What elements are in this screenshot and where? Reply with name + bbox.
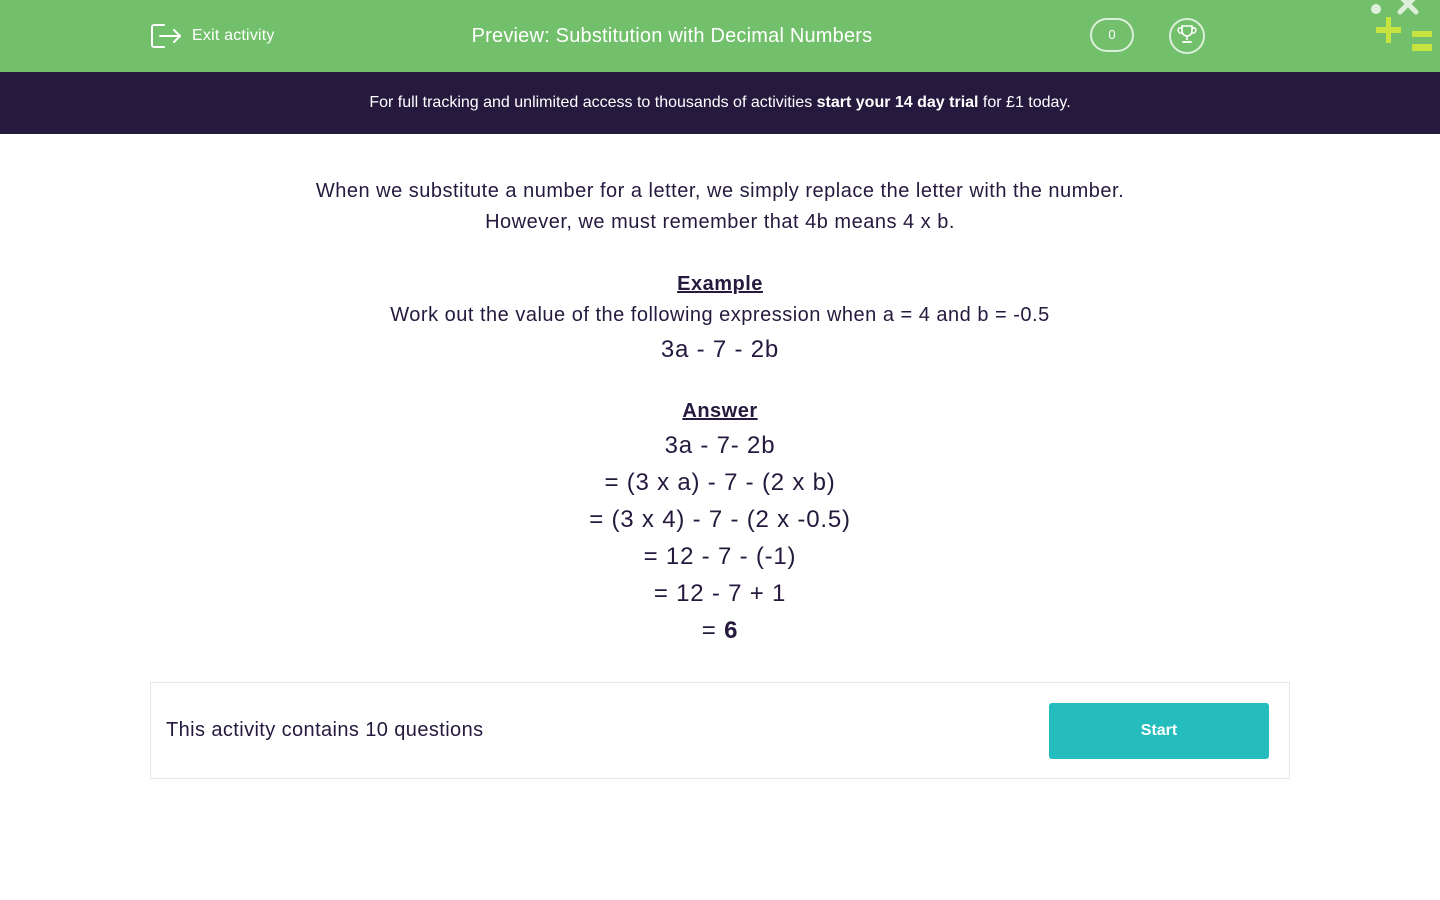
exit-activity-button[interactable] xyxy=(150,20,275,52)
final-answer-prefix: = xyxy=(701,617,725,644)
page-title: Preview: Substitution with Decimal Numbers xyxy=(471,25,873,47)
answer-step: = (3 x a) - 7 - (2 x b) xyxy=(604,469,836,496)
answer-step: = (3 x 4) - 7 - (2 x -0.5) xyxy=(589,506,851,533)
banner-text-suffix: for £1 today. xyxy=(978,94,1071,111)
answer-heading: Answer xyxy=(682,400,758,422)
answer-step: = 12 - 7 - (-1) xyxy=(643,543,797,570)
intro-line: However, we must remember that 4b means 4 x b. xyxy=(485,211,955,233)
start-button[interactable]: Start xyxy=(1049,703,1269,759)
exit-icon xyxy=(150,22,182,50)
answer-step: 3a - 7- 2b xyxy=(664,432,776,459)
example-expression: 3a - 7 - 2b xyxy=(660,336,780,363)
activity-footer xyxy=(150,682,1290,779)
trophy-button[interactable] xyxy=(1169,18,1205,54)
trial-link[interactable]: start your 14 day trial xyxy=(816,94,979,111)
banner-text-prefix: For full tracking and unlimited access to thousands of activities xyxy=(369,94,817,111)
trial-banner xyxy=(0,72,1440,134)
score-counter[interactable]: 0 xyxy=(1090,18,1134,52)
exit-activity-label: Exit activity xyxy=(192,27,275,44)
final-answer-value: 6 xyxy=(724,617,739,644)
example-heading: Example xyxy=(677,273,763,295)
top-bar xyxy=(0,0,1440,72)
final-answer xyxy=(0,612,1440,649)
logo xyxy=(1366,0,1440,72)
trophy-icon xyxy=(1176,23,1198,50)
question-count: This activity contains 10 questions xyxy=(166,719,484,741)
logo-icon xyxy=(1366,59,1440,72)
intro-line: When we substitute a number for a letter, we simply replace the letter with the number. xyxy=(315,180,1125,202)
answer-step: = 12 - 7 + 1 xyxy=(653,580,787,607)
example-prompt: Work out the value of the following expression when a = 4 and b = -0.5 xyxy=(390,304,1050,326)
lesson-content xyxy=(0,176,1440,649)
